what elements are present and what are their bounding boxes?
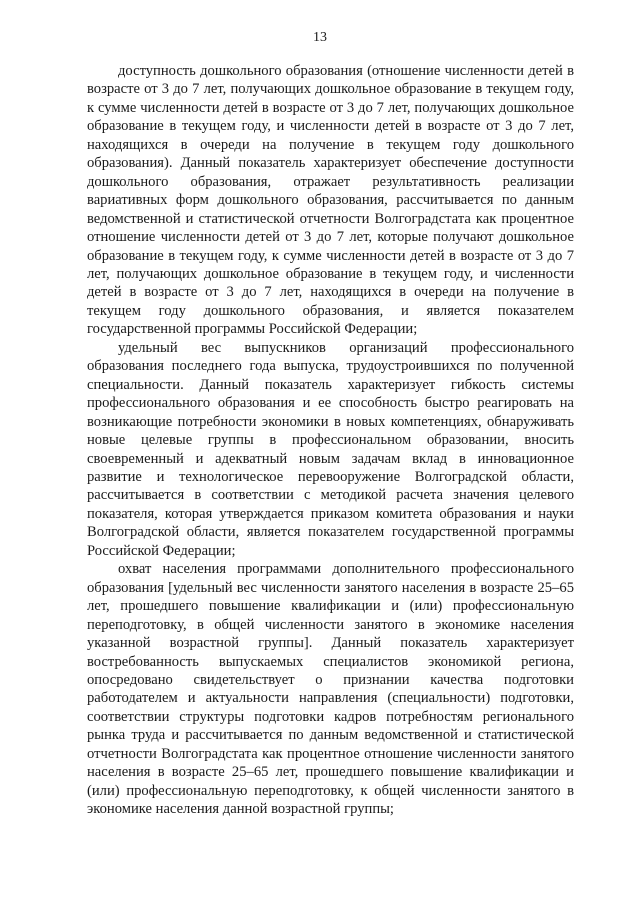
paragraph-graduate-employment: удельный вес выпускников организаций профессионального образования последнего года выпуска, трудоустроившихся по полученной специальности. Данный показатель характеризует гибкость системы профессионального образования и ее способность быстро реагировать на возникающие потребности экономики в новых компетенциях, обнаруживать новые целевые группы в профессиональном образовании, вносить своевременный и адекватный новым задачам вклад в инновационное развитие и технологическое перевооружение Волгоградской области, рассчитывается в соответствии с методикой расчета значения целевого показателя, которая утверждается приказом комитета образования и науки Волгоградской области, является показателем государственной программы Российской Федерации; <box>87 339 574 559</box>
paragraph-continuing-education: охват населения программами дополнительного профессионального образования [удельный вес численности занятого населения в возрасте 25–65 лет, прошедшего повышение квалификации и (или) профессиональную переподготовку, в общей численности занятого в экономике населения указанной возрастной группы]. Данный показатель характеризует востребованность выпускаемых специалистов экономикой региона, опосредовано свидетельствует о признании качества подготовки работодателем и актуальности направления (специальности) подготовки, соответствии структуры подготовки кадров потребностям регионального рынка труда и рассчитывается по данным ведомственной и статистической отчетности Волгоградстата как процентное отношение численности занятого населения в возрасте 25–65 лет, прошедшего повышение квалификации и (или) профессиональную переподготовку, к общей численности занятого в экономике населения данной возрастной группы; <box>87 561 574 818</box>
paragraph-preschool-access: доступность дошкольного образования (отношение численности детей в возрасте от 3 до 7 лет, получающих дошкольное образование в текущем году, к сумме численности детей в возрасте от 3 до 7 лет, получающих дошкольное образование в текущем году, и численности детей в возрасте от 3 до 7 лет, находящихся в очереди на получение в текущем году дошкольного образования). Данный показатель характеризует обеспечение доступности дошкольного образования, отражает результативность реализации вариативных форм дошкольного образования, рассчитывается по данным ведомственной и статистической отчетности Волгоградстата как процентное отношение численности детей от 3 до 7 лет, которые получают дошкольное образование в текущем году, к сумме численности детей в возрасте от 3 до 7 лет, получающих дошкольное образование в текущем году, и численности детей в возрасте от 3 до 7 лет, находящихся в очереди на получение в текущем году дошкольного образования, и является показателем государственной программы Российской Федерации; <box>87 63 574 338</box>
document-body <box>87 62 574 819</box>
page-number: 13 <box>313 30 327 45</box>
